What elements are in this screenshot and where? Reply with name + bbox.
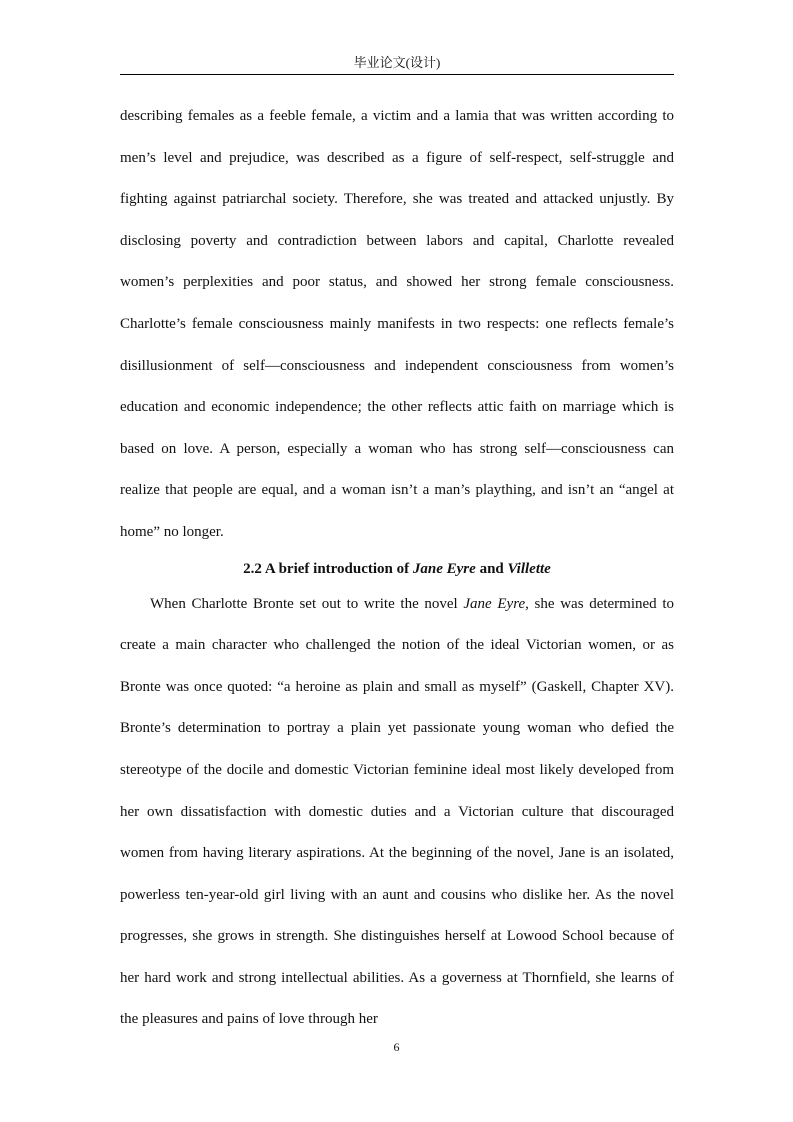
page-body: [120, 96, 674, 1041]
section-heading-conjunction: and: [475, 560, 508, 577]
paragraph-lead: When Charlotte Bronte set out to write the novel: [150, 595, 464, 612]
page-number: 6: [393, 1040, 400, 1054]
body-paragraph: describing females as a feeble female, a victim and a lamia that was written according to men’s level and prejudice, was described as a figure of self-respect, self-struggle and fighting against patriarchal society. Therefore, she was treated and attacked unjustly. By disclosing poverty and contradiction between labors and capital, Charlotte revealed women’s perplexities and poor status, and showed her strong female consciousness. Charlotte’s female consciousness mainly manifests in two respects: one reflects female’s disillusionment of self—consciousness and independent consciousness from women’s education and economic independence; the other reflects attic faith on marriage which is based on love. A person, especially a woman who has strong self—consciousness can realize that people are equal, and a woman isn’t a man’s plaything, and isn’t an “angel at home” no longer.: [120, 108, 674, 540]
body-paragraph: [120, 584, 674, 1042]
section-heading-prefix: 2.2 A brief introduction of: [243, 560, 413, 577]
page-header: 毕业论文(设计): [120, 52, 674, 75]
section-heading-title-villette: Villette: [507, 560, 551, 577]
paragraph-text: , she was determined to create a main character who challenged the notion of the ideal Victorian women, or as Bronte was once quoted: “a heroine as plain and small as myself” (Gaskell, Chapter XV). Bronte’s determination to portray a plain yet passionate young woman who defied the stereotype of the docile and domestic Victorian feminine ideal most likely developed from her own dissatisfaction with domestic duties and a Victorian culture that discouraged women from having literary aspirations. At the beginning of the novel, Jane is an isolated, powerless ten-year-old girl living with an aunt and cousins who dislike her. As the novel progresses, she grows in strength. She distinguishes herself at Lowood School because of her hard work and strong intellectual abilities. As a governess at Thornfield, she learns of the pleasures and pains of love through her: [120, 595, 674, 1028]
novel-title: Jane Eyre: [463, 595, 526, 612]
section-heading: [120, 554, 674, 584]
section-heading-title-jane-eyre: Jane Eyre: [412, 560, 476, 577]
